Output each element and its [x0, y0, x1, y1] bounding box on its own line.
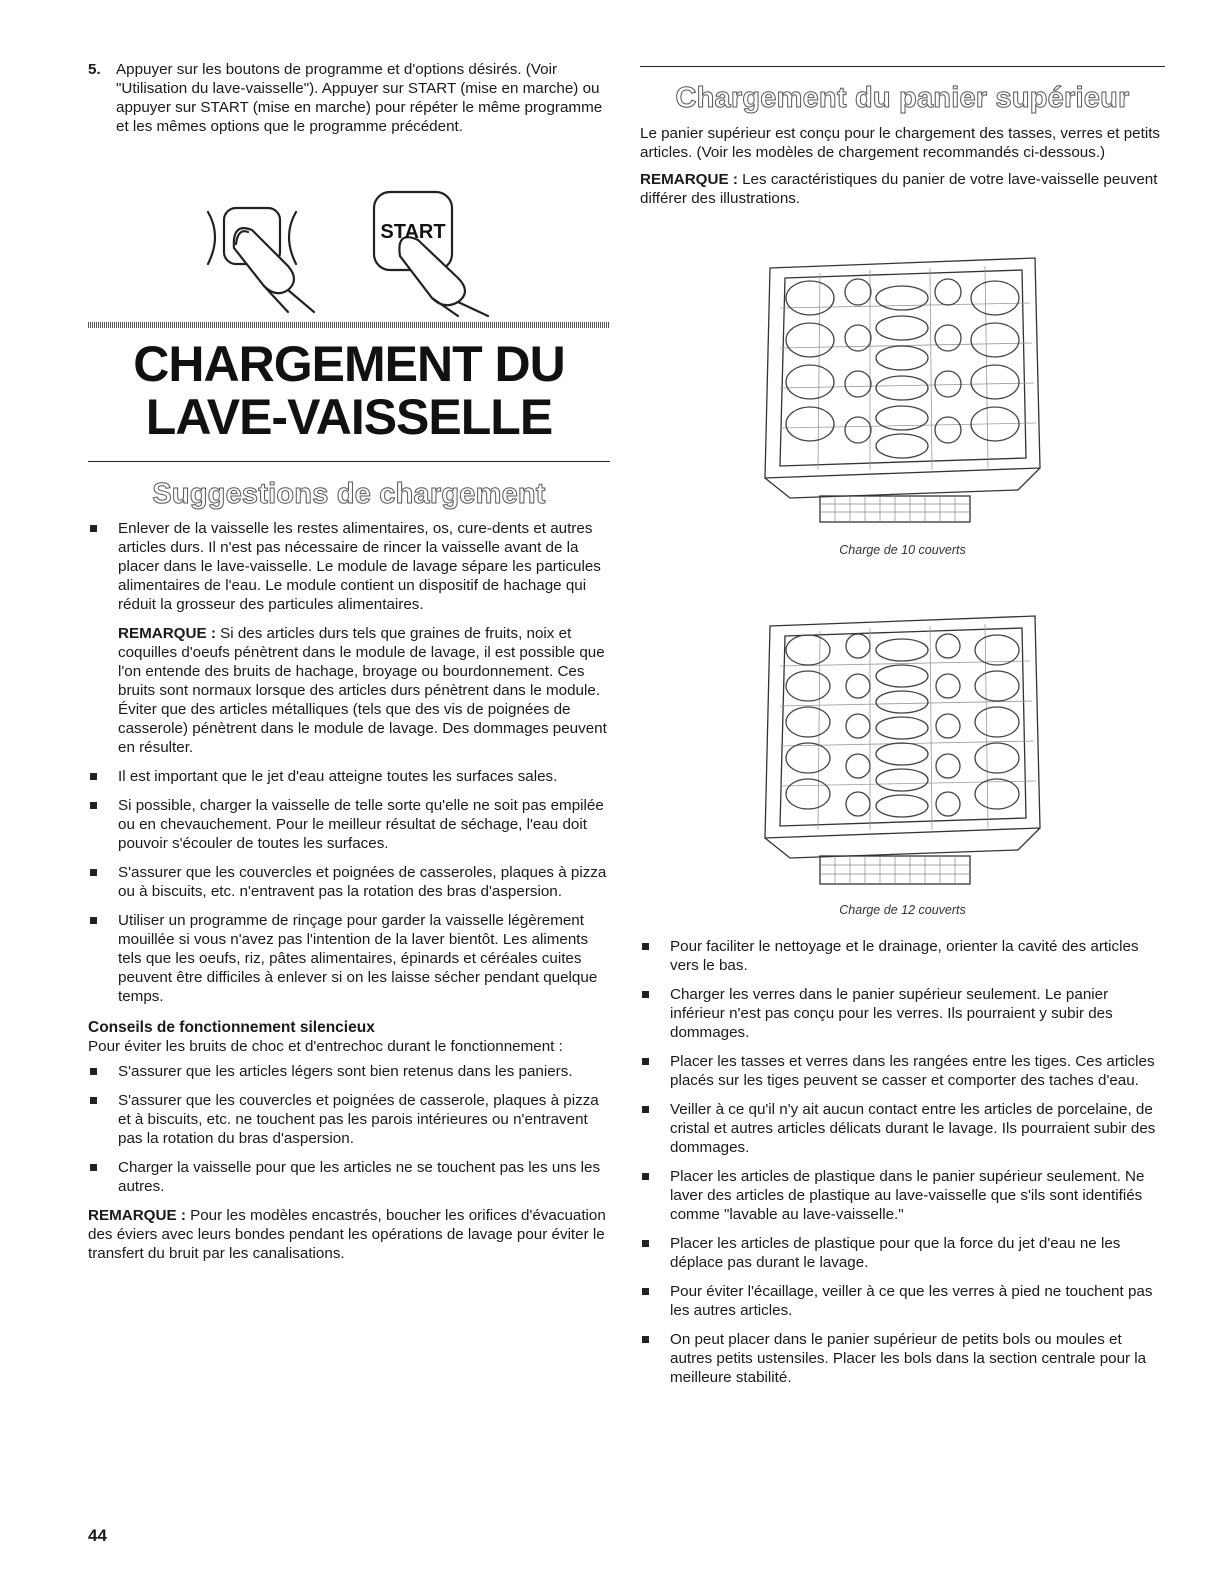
- rack-10-caption: Charge de 10 couverts: [839, 543, 966, 557]
- upper-rack-intro-block: [640, 124, 1165, 208]
- rack-12-caption: Charge de 12 couverts: [839, 903, 966, 917]
- note-text: Les caractéristiques du panier de votre lave-vaisselle peuvent différer des illustrations.: [640, 171, 1158, 207]
- note-text: Pour les modèles encastrés, boucher les orifices d'évacuation des éviers avec leurs bondes pendant les opérations de lavage pour éviter le transfert du bruit par les canalisations.: [88, 1207, 606, 1262]
- page-number: 44: [88, 1526, 107, 1545]
- left-divider: [88, 461, 610, 462]
- upper-rack-heading: Chargement du panier supérieur: [675, 82, 1130, 114]
- note-label: REMARQUE :: [640, 171, 738, 188]
- suggestions-body: [88, 519, 610, 1263]
- list-item: Si possible, charger la vaisselle de telle sorte qu'elle ne soit pas empilée ou en chevauchement. Pour le meilleur résultat de séchage, l'eau doit pouvoir s'écouler de toutes les surfaces.: [88, 796, 610, 853]
- right-divider: [640, 66, 1165, 67]
- step-5: [88, 60, 610, 136]
- step-number: 5.: [88, 61, 101, 78]
- note-label: REMARQUE :: [88, 1207, 186, 1224]
- start-button-label: START: [380, 221, 446, 243]
- rack-12-place-illustration: [760, 606, 1045, 890]
- upper-rack-intro: Le panier supérieur est conçu pour le chargement des tasses, verres et petits articles. (Voir les modèles de chargement recommandés ci-dessous.): [640, 125, 1161, 161]
- upper-rack-note: [640, 170, 1165, 208]
- list-item: Placer les articles de plastique dans le panier supérieur seulement. Ne laver des articles de plastique au lave-vaisselle que s'ils sont identifiés comme "lavable au lave-vaisselle.": [640, 1167, 1165, 1224]
- step-text: Appuyer sur les boutons de programme et d'options désirés. (Voir "Utilisation du lave-vaisselle"). Appuyer sur START (mise en marche) ou appuyer sur START (mise en marche) pour répéter le même programme et les mêmes options que le programme précédent.: [116, 61, 603, 135]
- list-item: Il est important que le jet d'eau atteigne toutes les surfaces sales.: [88, 767, 610, 786]
- section-title: [88, 338, 610, 444]
- list-item: Placer les articles de plastique pour que la force du jet d'eau ne les déplace pas durant le lavage.: [640, 1234, 1165, 1272]
- decorative-hatch-bar: [88, 322, 610, 328]
- list-item: S'assurer que les couvercles et poignées de casserole, plaques à pizza et à biscuits, etc. ne touchent pas les parois intérieures ou n'entravent pas la rotation du bras d'aspersion.: [88, 1091, 610, 1148]
- control-buttons-illustration: [196, 182, 516, 317]
- quiet-heading: Conseils de fonctionnement silencieux: [88, 1019, 375, 1036]
- quiet-note: [88, 1206, 610, 1263]
- list-item: Charger les verres dans le panier supérieur seulement. Le panier inférieur n'est pas conçu pour les verres. Ils pourraient y subir des dommages.: [640, 985, 1165, 1042]
- list-item: Pour faciliter le nettoyage et le drainage, orienter la cavité des articles vers le bas.: [640, 937, 1165, 975]
- note-text: Si des articles durs tels que graines de fruits, noix et coquilles d'oeufs pénètrent dans le module de lavage, il est possible que l'on entende des bruits de hachage, broyage ou bourdonnement. Ces bruits sont normaux lorsque des articles durs pénètrent dans le module. Éviter que des articles métalliques (tels que des vis de poignées de casserole) pénètrent dans le module de lavage. Des dommages peuvent en résulter.: [118, 625, 607, 756]
- list-item: Charger la vaisselle pour que les articles ne se touchent pas les uns les autres.: [88, 1158, 610, 1196]
- note-label: REMARQUE :: [118, 625, 216, 642]
- section-title-line-1: CHARGEMENT DU: [133, 336, 565, 392]
- list-item: S'assurer que les couvercles et poignées de casseroles, plaques à pizza ou à biscuits, etc. n'entravent pas la rotation des bras d'aspersion.: [88, 863, 610, 901]
- list-item: Placer les tasses et verres dans les rangées entre les tiges. Ces articles placés sur les tiges peuvent se casser et comporter des taches d'eau.: [640, 1052, 1165, 1090]
- list-item: S'assurer que les articles légers sont bien retenus dans les paniers.: [88, 1062, 610, 1081]
- quiet-intro: Pour éviter les bruits de choc et d'entrechoc durant le fonctionnement :: [88, 1038, 563, 1055]
- list-item: Utiliser un programme de rinçage pour garder la vaisselle légèrement mouillée si vous n'avez pas l'intention de la laver bientôt. Les aliments tels que les oeufs, riz, pâtes alimentaires, épinards et céréales cuites peuvent être difficiles à enlever si on les laisse sécher pendant quelque temps.: [88, 911, 610, 1006]
- suggestions-heading: Suggestions de chargement: [152, 478, 546, 510]
- rack-10-place-illustration: [760, 248, 1045, 528]
- section-title-line-2: LAVE-VAISSELLE: [145, 389, 553, 445]
- upper-rack-bullets: [640, 937, 1165, 1387]
- list-item: Veiller à ce qu'il n'y ait aucun contact entre les articles de porcelaine, de cristal et autres articles délicats durant le lavage. Ils pourraient subir des dommages.: [640, 1100, 1165, 1157]
- list-item: Pour éviter l'écaillage, veiller à ce que les verres à pied ne touchent pas les autres articles.: [640, 1282, 1165, 1320]
- suggestions-note: [88, 624, 610, 757]
- list-item: Enlever de la vaisselle les restes alimentaires, os, cure-dents et autres articles durs. Il n'est pas nécessaire de rincer la vaisselle avant de la placer dans le lave-vaisselle. Le module de lavage sépare les particules alimentaires de l'eau. Le module contient un dispositif de hachage qui réduit la grosseur des particules alimentaires.: [88, 519, 610, 614]
- list-item: On peut placer dans le panier supérieur de petits bols ou moules et autres petits ustensiles. Placer les bols dans la section centrale pour la meilleure stabilité.: [640, 1330, 1165, 1387]
